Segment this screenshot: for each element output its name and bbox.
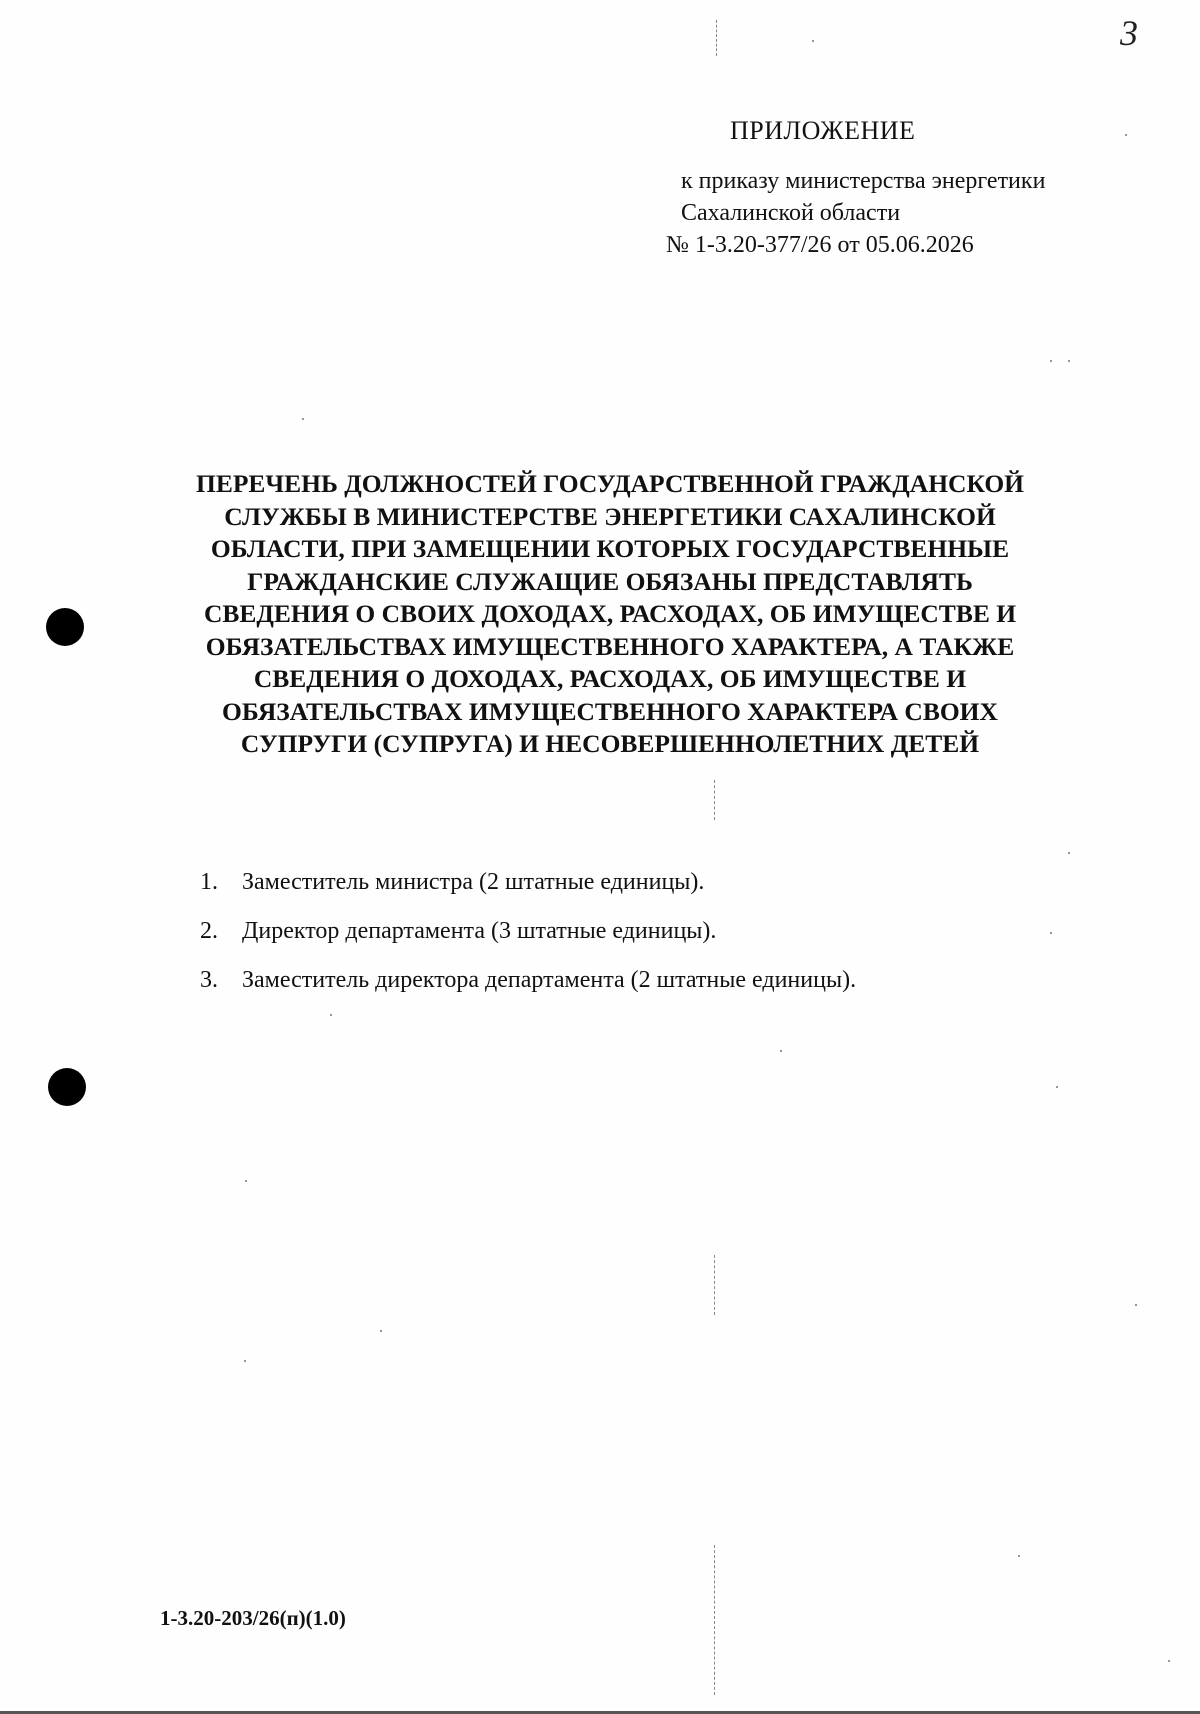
heading-line: ПЕРЕЧЕНЬ ДОЛЖНОСТЕЙ ГОСУДАРСТВЕННОЙ ГРАЖДАНСКОЙ bbox=[195, 469, 1024, 498]
page-number: 3 bbox=[1120, 13, 1138, 53]
fold-mark bbox=[714, 1545, 716, 1695]
list-item-text: Заместитель министра (2 штатные единицы). bbox=[242, 869, 705, 895]
positions-list bbox=[200, 866, 856, 1013]
punch-hole bbox=[46, 608, 84, 646]
heading-line: СВЕДЕНИЯ О СВОИХ ДОХОДАХ, РАСХОДАХ, ОБ ИМУЩЕСТВЕ И bbox=[203, 599, 1017, 628]
scan-speck bbox=[1018, 1555, 1020, 1557]
appendix-order-number-date: № 1-3.20-377/26 от 05.06.2026 bbox=[666, 232, 974, 258]
list-item-number: 1. bbox=[200, 869, 218, 895]
list-item-text: Заместитель директора департамента (2 штатные единицы). bbox=[242, 967, 857, 993]
scan-speck bbox=[1068, 852, 1070, 854]
heading-line: ОБЯЗАТЕЛЬСТВАХ ИМУЩЕСТВЕННОГО ХАРАКТЕРА СВОИХ bbox=[222, 696, 998, 726]
document-heading bbox=[160, 468, 1060, 761]
heading-line: СУПРУГИ (СУПРУГА) И НЕСОВЕРШЕННОЛЕТНИХ ДЕТЕЙ bbox=[240, 729, 980, 758]
heading-line: ГРАЖДАНСКИЕ СЛУЖАЩИЕ ОБЯЗАНЫ ПРЕДСТАВЛЯТЬ bbox=[247, 566, 973, 596]
heading-line: ОБЯЗАТЕЛЬСТВАХ ИМУЩЕСТВЕННОГО ХАРАКТЕРА, А ТАКЖЕ bbox=[205, 631, 1015, 661]
scan-speck bbox=[1056, 1086, 1058, 1088]
scan-speck bbox=[812, 40, 814, 42]
appendix-title: ПРИЛОЖЕНИЕ bbox=[730, 116, 916, 145]
scan-speck bbox=[1050, 932, 1052, 934]
scan-speck bbox=[1125, 134, 1127, 136]
scan-speck bbox=[1068, 360, 1070, 362]
list-item-number: 2. bbox=[200, 918, 218, 944]
list-item-text: Директор департамента (3 штатные единицы). bbox=[242, 918, 717, 944]
scan-speck bbox=[244, 1360, 246, 1362]
document-code: 1-3.20-203/26(п)(1.0) bbox=[160, 1606, 346, 1630]
list-item bbox=[200, 866, 856, 915]
list-item bbox=[200, 915, 856, 964]
scan-speck bbox=[780, 1050, 782, 1052]
heading-line: СЛУЖБЫ В МИНИСТЕРСТВЕ ЭНЕРГЕТИКИ САХАЛИНСКОЙ bbox=[224, 501, 996, 531]
list-item bbox=[200, 964, 856, 1013]
heading-line: СВЕДЕНИЯ О ДОХОДАХ, РАСХОДАХ, ОБ ИМУЩЕСТВЕ И bbox=[253, 664, 967, 693]
list-item-number: 3. bbox=[200, 967, 218, 993]
scan-speck bbox=[1050, 360, 1052, 362]
scan-speck bbox=[245, 1180, 247, 1182]
fold-mark bbox=[714, 1255, 716, 1315]
appendix-order-reference: к приказу министерства энергетики bbox=[681, 168, 1046, 194]
scan-speck bbox=[380, 1330, 382, 1332]
scan-speck bbox=[302, 418, 304, 420]
scan-speck bbox=[330, 1014, 332, 1016]
heading-line: ОБЛАСТИ, ПРИ ЗАМЕЩЕНИИ КОТОРЫХ ГОСУДАРСТВЕННЫЕ bbox=[210, 534, 1010, 563]
fold-mark bbox=[716, 20, 718, 56]
appendix-region: Сахалинской области bbox=[681, 200, 901, 226]
fold-mark bbox=[714, 780, 716, 820]
scan-speck bbox=[1135, 1304, 1137, 1306]
punch-hole bbox=[48, 1068, 86, 1106]
scan-speck bbox=[1168, 1660, 1170, 1662]
